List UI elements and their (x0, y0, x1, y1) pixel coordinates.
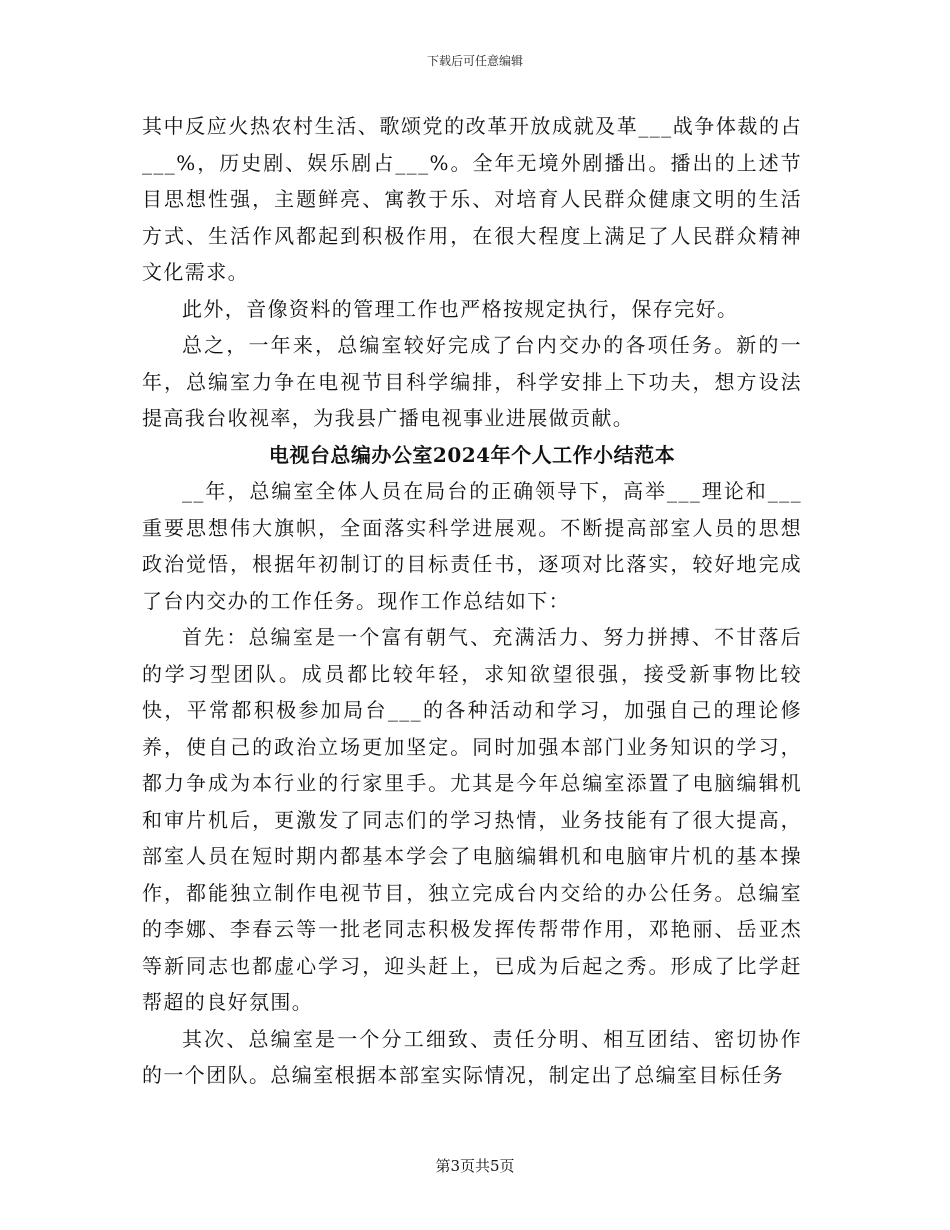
section-title: 电视台总编办公室2024年个人工作小结范本 (268, 442, 676, 467)
paragraph-archive-management: 此外，音像资料的管理工作也严格按规定执行，保存完好。 (182, 296, 739, 321)
paragraph-first-point: 首先：总编室是一个富有朝气、充满活力、努力拼搏、不甘落后的学习型团队。成员都比较年轻，求知欲望很强，接受新事物比较快，平常都积极参加局台___的各种活动和学习，加强自己的理论修养，使自己的政治立场更加坚定。同时加强本部门业务知识的学习，都力争成为本行业的行家里手。尤其是今年总编室添置了电脑编辑机和审片机后，更激发了同志们的学习热情，业务技能有了很大提高，部室人员在短时期内都基本学会了电脑编辑机和电脑审片机的基本操作，都能独立制作电视节目，独立完成台内交给的办公任务。总编室的李娜、李春云等一批老同志积极发挥传帮带作用，邓艳丽、岳亚杰等新同志也都虚心学习，迎头赶上，已成为后起之秀。形成了比学赶帮超的良好氛围。 (142, 625, 802, 1014)
page-header-note: 下载后可任意编辑 (426, 54, 523, 68)
paragraph-intro: __年，总编室全体人员在局台的正确领导下，高举___理论和___重要思想伟大旗帜，全面落实科学进展观。不断提高部室人员的思想政治觉悟，根据年初制订的目标责任书，逐项对比落实，较好地完成了台内交办的工作任务。现作工作总结如下： (142, 479, 802, 613)
paragraph-summary: 总之，一年来，总编室较好完成了台内交办的各项任务。新的一年，总编室力争在电视节目科学编排，科学安排上下功夫，想方设法提高我台收视率，为我县广播电视事业进展做贡献。 (142, 333, 802, 430)
page-indicator: 第3页共5页 (435, 1157, 515, 1175)
paragraph-second-point: 其次、总编室是一个分工细致、责任分明、相互团结、密切协作的一个团队。总编室根据本部室实际情况，制定出了总编室目标任务 (142, 1026, 802, 1087)
document-body (142, 108, 802, 1094)
paragraph-continuation: 其中反应火热农村生活、歌颂党的改革开放成就及革___战争体裁的占___%，历史剧、娱乐剧占___%。全年无境外剧播出。播出的上述节目思想性强，主题鲜亮、寓教于乐、对培育人民群众健康文明的生活方式、生活作风都起到积极作用，在很大程度上满足了人民群众精神文化需求。 (142, 114, 802, 284)
